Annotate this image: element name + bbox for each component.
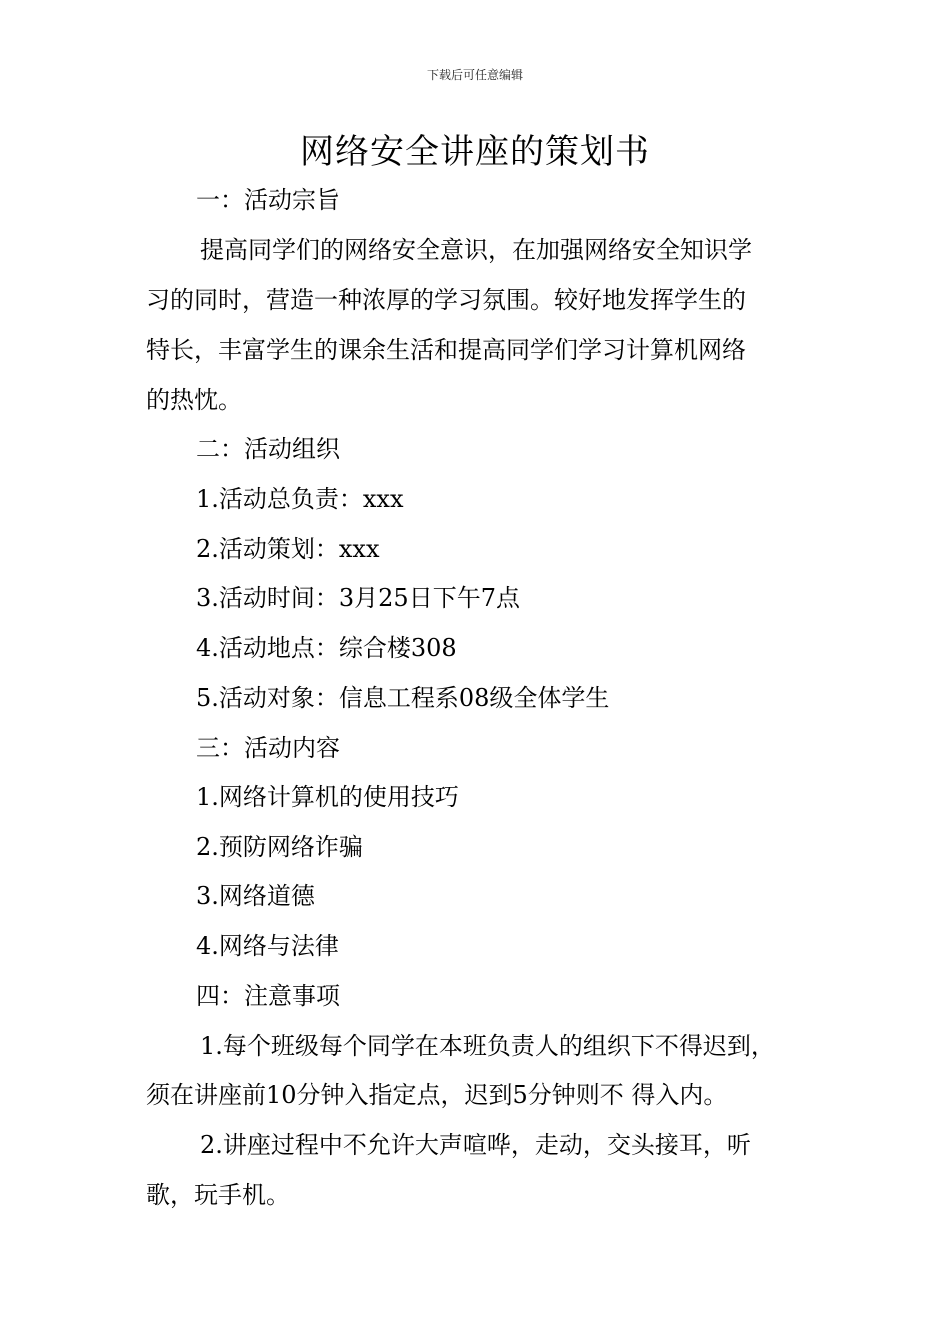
document-title: 网络安全讲座的策划书 bbox=[300, 132, 650, 172]
notes-paragraph-line: 歌，玩手机。 bbox=[146, 1181, 290, 1209]
purpose-paragraph-line: 习的同时，营造一种浓厚的学习氛围。较好地发挥学生的 bbox=[146, 286, 746, 314]
content-item: 1.网络计算机的使用技巧 bbox=[196, 783, 459, 811]
section-heading-content: 三：活动内容 bbox=[196, 734, 340, 762]
purpose-paragraph-line: 提高同学们的网络安全意识，在加强网络安全知识学 bbox=[200, 236, 752, 264]
purpose-paragraph-line: 的热忱。 bbox=[146, 386, 242, 414]
organization-item: 5.活动对象：信息工程系08级全体学生 bbox=[196, 684, 610, 712]
organization-item: 1.活动总负责：xxx bbox=[196, 485, 404, 513]
organization-item: 2.活动策划：xxx bbox=[196, 535, 380, 563]
content-item: 3.网络道德 bbox=[196, 882, 315, 910]
page-header-note: 下载后可任意编辑 bbox=[426, 68, 523, 82]
notes-paragraph-line: 须在讲座前10分钟入指定点，迟到5分钟则不 得入内。 bbox=[146, 1081, 728, 1109]
content-item: 2.预防网络诈骗 bbox=[196, 833, 363, 861]
section-heading-organization: 二：活动组织 bbox=[196, 435, 340, 463]
purpose-paragraph-line: 特长，丰富学生的课余生活和提高同学们学习计算机网络 bbox=[146, 336, 746, 364]
organization-item: 4.活动地点：综合楼308 bbox=[196, 634, 457, 662]
organization-item: 3.活动时间：3月25日下午7点 bbox=[196, 584, 520, 612]
content-item: 4.网络与法律 bbox=[196, 932, 339, 960]
notes-paragraph-line: 2.讲座过程中不允许大声喧哗，走动，交头接耳，听 bbox=[200, 1131, 751, 1159]
section-heading-notes: 四：注意事项 bbox=[196, 982, 340, 1010]
section-heading-purpose: 一：活动宗旨 bbox=[196, 186, 340, 214]
notes-paragraph-line: 1.每个班级每个同学在本班负责人的组织下不得迟到， bbox=[200, 1032, 775, 1060]
